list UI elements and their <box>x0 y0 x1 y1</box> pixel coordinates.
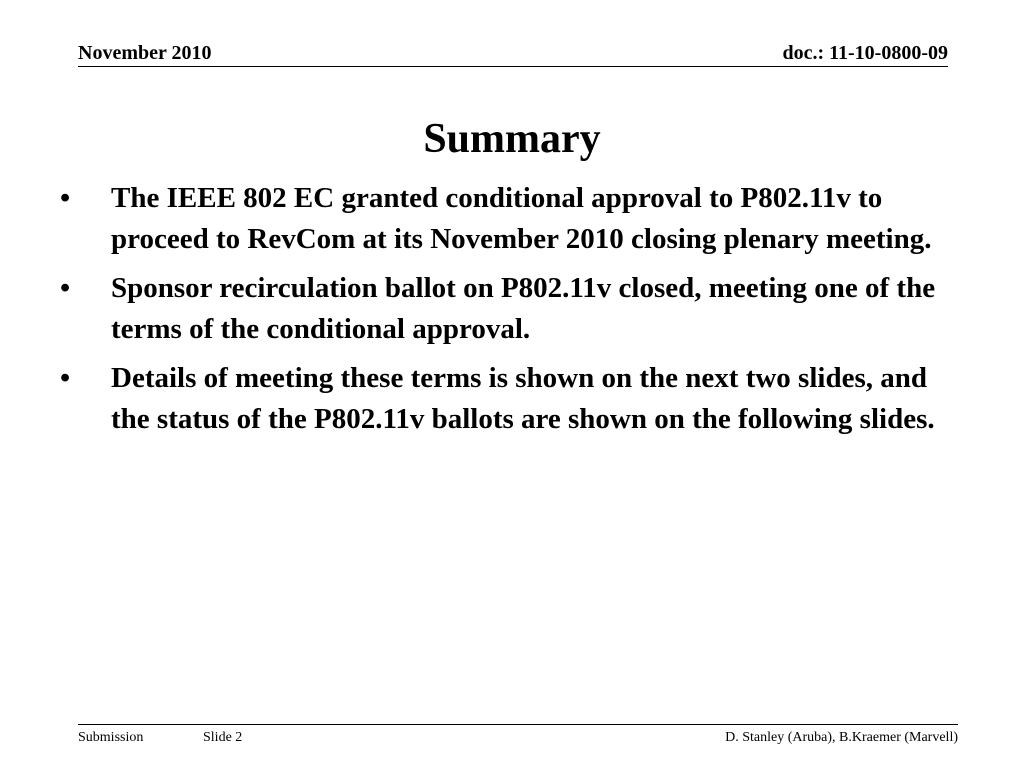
bullet-item <box>60 178 960 260</box>
footer-divider <box>78 724 958 725</box>
slide-header <box>78 40 948 67</box>
footer-authors: D. Stanley (Aruba), B.Kraemer (Marvell) <box>725 730 958 745</box>
bullet-item <box>60 358 960 440</box>
bullet-text: Details of meeting these terms is shown on the next two slides, and the status of the P802.11v ballots are shown on the following slides. <box>111 362 935 435</box>
bullet-marker: • <box>60 182 71 214</box>
bullet-marker: • <box>60 362 71 394</box>
header-date: November 2010 <box>78 42 212 64</box>
bullet-item <box>60 268 960 350</box>
footer-slide-number: Slide 2 <box>203 730 243 745</box>
bullet-text: The IEEE 802 EC granted conditional approval to P802.11v to proceed to RevCom at its November 2010 closing plenary meeting. <box>111 182 932 255</box>
slide-footer <box>78 728 958 748</box>
footer-submission: Submission <box>78 730 144 745</box>
bullet-list <box>60 178 960 448</box>
header-doc-number: doc.: 11-10-0800-09 <box>782 42 948 64</box>
slide-title: Summary <box>423 116 601 162</box>
bullet-text: Sponsor recirculation ballot on P802.11v closed, meeting one of the terms of the conditional approval. <box>111 272 936 345</box>
bullet-marker: • <box>60 272 71 304</box>
